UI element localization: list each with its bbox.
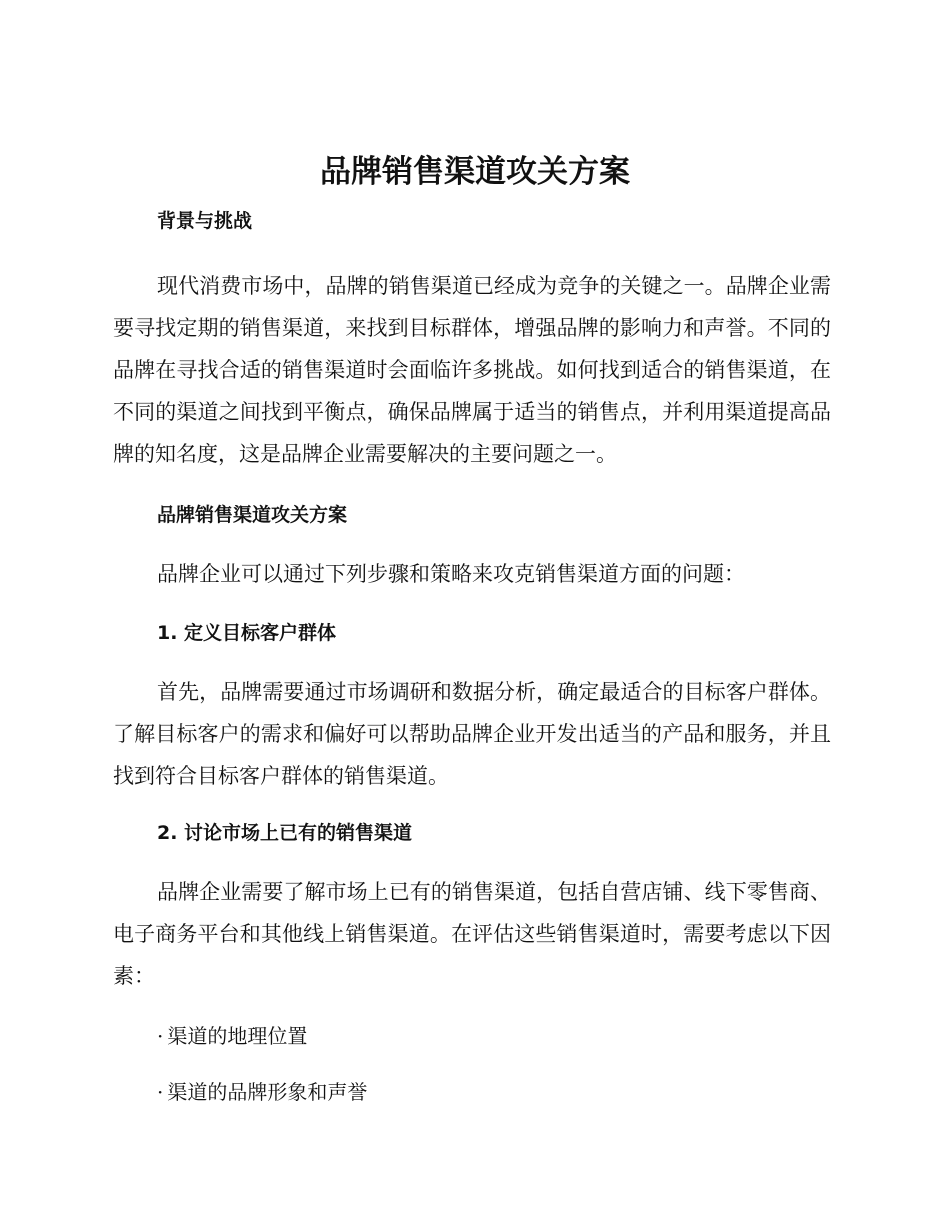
- section-heading-background: 背景与挑战: [157, 210, 253, 232]
- section-paragraph-step-1: 首先，品牌需要通过市场调研和数据分析，确定最适合的目标客户群体。了解目标客户的需求和偏好可以帮助品牌企业开发出适当的产品和服务，并且找到符合目标客户群体的销售渠道。: [113, 680, 831, 788]
- list-item: [113, 1021, 831, 1051]
- section-paragraph-step-2: 品牌企业需要了解市场上已有的销售渠道，包括自营店铺、线下零售商、电子商务平台和其他线上销售渠道。在评估这些销售渠道时，需要考虑以下因素：: [113, 880, 831, 988]
- section-heading-step-2: 2. 讨论市场上已有的销售渠道: [157, 822, 413, 844]
- document-title: 品牌销售渠道攻关方案: [320, 154, 630, 190]
- list-item-text: 渠道的地理位置: [167, 1024, 308, 1048]
- bullet-marker: ·: [157, 1080, 164, 1104]
- section-paragraph-background: 现代消费市场中，品牌的销售渠道已经成为竞争的关键之一。品牌企业需要寻找定期的销售渠道，来找到目标群体，增强品牌的影响力和声誉。不同的品牌在寻找合适的销售渠道时会面临许多挑战。如何找到适合的销售渠道，在不同的渠道之间找到平衡点，确保品牌属于适当的销售点，并利用渠道提高品牌的知名度，这是品牌企业需要解决的主要问题之一。: [113, 274, 831, 466]
- bullet-marker: ·: [157, 1024, 164, 1048]
- list-item: [113, 1077, 831, 1107]
- section-heading-step-1: 1. 定义目标客户群体: [157, 622, 337, 644]
- document-body: [113, 203, 831, 1107]
- section-paragraph-plan-intro: 品牌企业可以通过下列步骤和策略来攻克销售渠道方面的问题：: [157, 562, 745, 586]
- list-item-text: 渠道的品牌形象和声誉: [167, 1080, 368, 1104]
- section-heading-plan: 品牌销售渠道攻关方案: [157, 504, 348, 526]
